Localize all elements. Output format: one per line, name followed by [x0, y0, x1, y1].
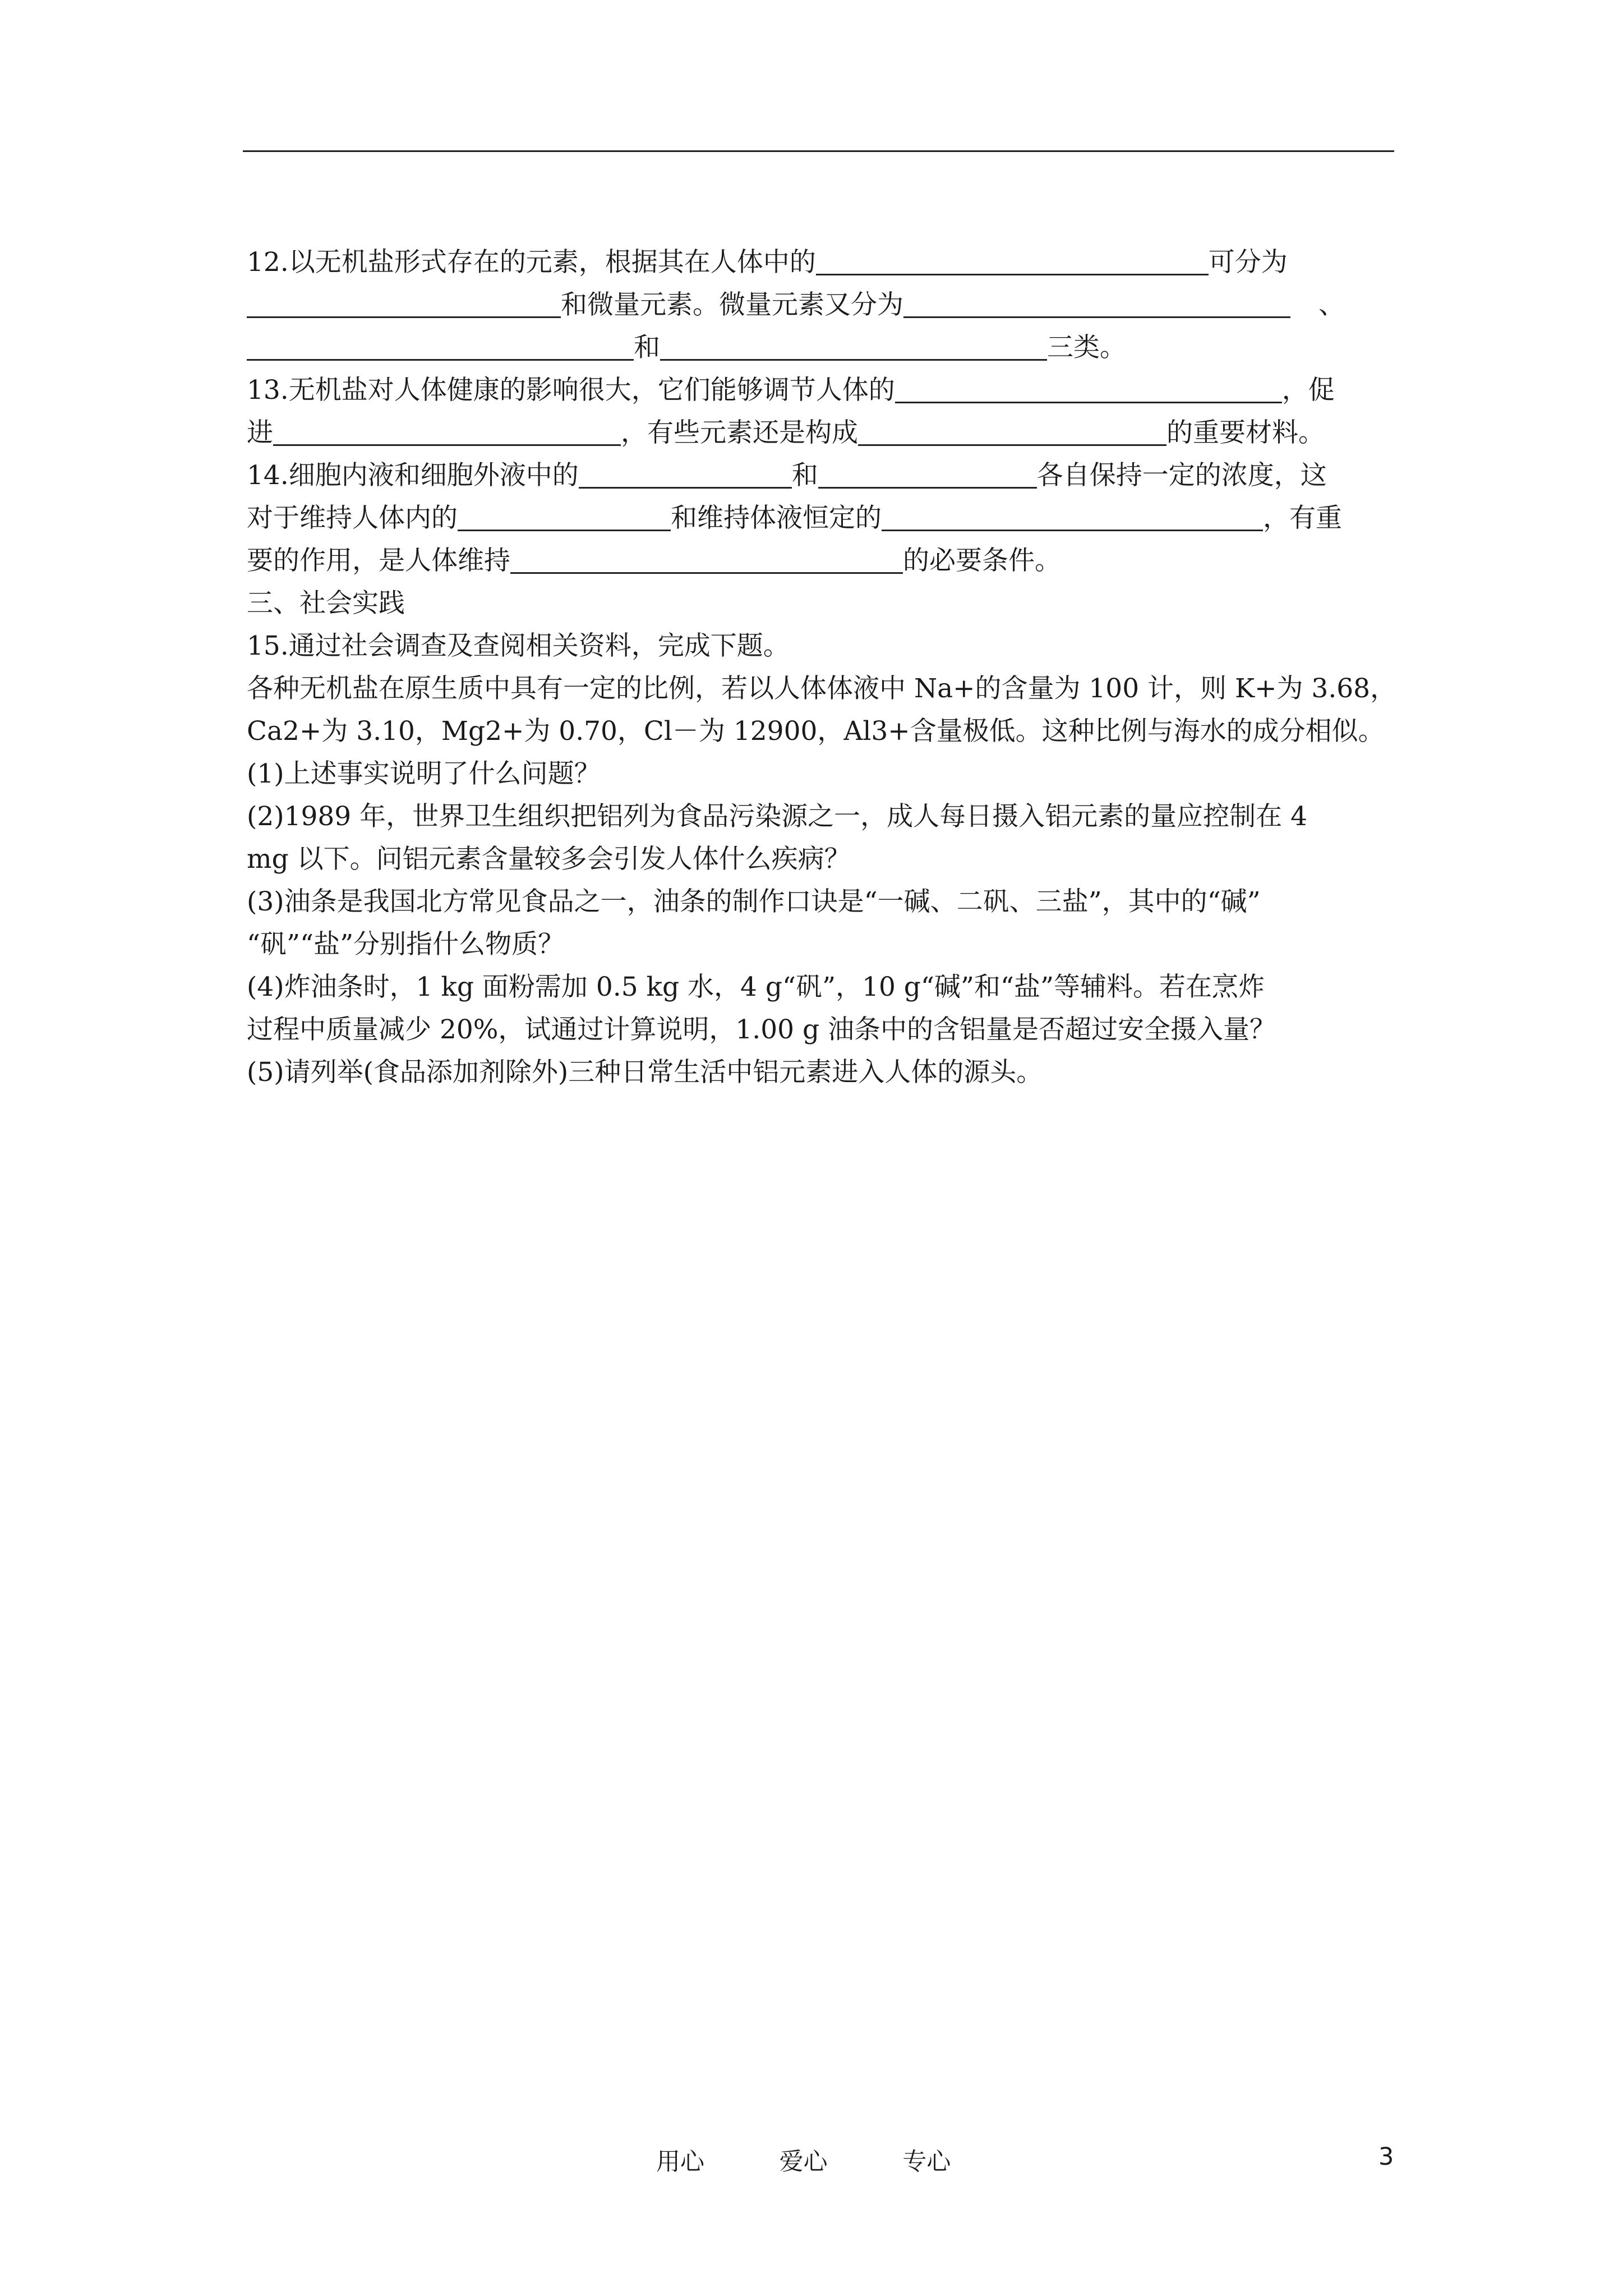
q15-title: 15.通过社会调查及查阅相关资料，完成下题。	[247, 631, 790, 661]
answer-blank[interactable]	[816, 246, 1209, 275]
footer-motto-word: 用心	[656, 2148, 704, 2176]
header-rule	[243, 150, 1394, 152]
q15-part-1: (1)上述事实说明了什么问题？	[247, 758, 601, 789]
answer-blank[interactable]	[247, 331, 634, 361]
answer-blank[interactable]	[895, 374, 1282, 403]
q15-part-3b: “矾”“盐”分别指什么物质？	[247, 929, 565, 960]
q15-part-2b: mg 以下。问铝元素含量较多会引发人体什么疾病？	[247, 844, 851, 875]
footer-motto-word: 专心	[902, 2148, 951, 2176]
q14-line-1: 14.细胞内液和细胞外液中的 和 各自保持一定的浓度，这	[247, 460, 1327, 491]
q15-part-2a: (2)1989 年，世界卫生组织把铝列为食品污染源之一，成人每日摄入铝元素的量应控制在 4	[247, 801, 1307, 832]
q13-line-1: 13.无机盐对人体健康的影响很大，它们能够调节人体的 ，促	[247, 375, 1335, 406]
answer-blank[interactable]	[660, 331, 1047, 361]
answer-blank[interactable]	[818, 459, 1037, 489]
page-footer	[0, 2143, 1623, 2182]
q12-line-3: 和 三类。	[247, 326, 1396, 369]
q15-part-4b: 过程中质量减少 20%，试通过计算说明，1.00 g 油条中的含铝量是否超过安全摄入量？	[247, 1014, 1276, 1045]
answer-blank[interactable]	[858, 416, 1166, 446]
answer-blank[interactable]	[510, 544, 903, 574]
answer-blank[interactable]	[579, 459, 792, 489]
q12-line-2: 和微量元素。微量元素又分为 、	[247, 284, 1396, 326]
document-body	[247, 241, 1396, 1094]
footer-motto-word: 爱心	[779, 2148, 828, 2176]
q15-part-5: (5)请列举(食品添加剂除外)三种日常生活中铝元素进入人体的源头。	[247, 1057, 1043, 1088]
answer-blank[interactable]	[458, 501, 671, 531]
q14-line-2: 对于维持人体内的 和维持体液恒定的 ，有重	[247, 503, 1342, 533]
q15-intro-1: 各种无机盐在原生质中具有一定的比例，若以人体体液中 Na+的含量为 100 计，则 K+为 3.68，	[247, 673, 1397, 704]
answer-blank[interactable]	[903, 288, 1290, 318]
q15-part-3a: (3)油条是我国北方常见食品之一，油条的制作口诀是“一碱、二矾、三盐”，其中的“碱”	[247, 886, 1261, 917]
q15-intro-2: Ca2+为 3.10，Mg2+为 0.70，Cl－为 12900，Al3+含量极低。这种比例与海水的成分相似。	[247, 716, 1385, 747]
footer-motto	[656, 2143, 1018, 2177]
q15-part-4a: (4)炸油条时，1 kg 面粉需加 0.5 kg 水，4 g“矾”，10 g“碱”和“盐”等辅料。若在烹炸	[247, 972, 1265, 1002]
q13-line-2: 进 ，有些元素还是构成 的重要材料。	[247, 417, 1325, 448]
section-heading: 三、社会实践	[247, 588, 405, 619]
answer-blank[interactable]	[882, 501, 1263, 531]
page-number: 3	[1378, 2143, 1394, 2171]
answer-blank[interactable]	[247, 288, 561, 318]
q12-line-1: 12.以无机盐形式存在的元素，根据其在人体中的 可分为	[247, 247, 1288, 278]
answer-blank[interactable]	[273, 416, 621, 446]
q14-line-3: 要的作用，是人体维持 的必要条件。	[247, 545, 1061, 576]
